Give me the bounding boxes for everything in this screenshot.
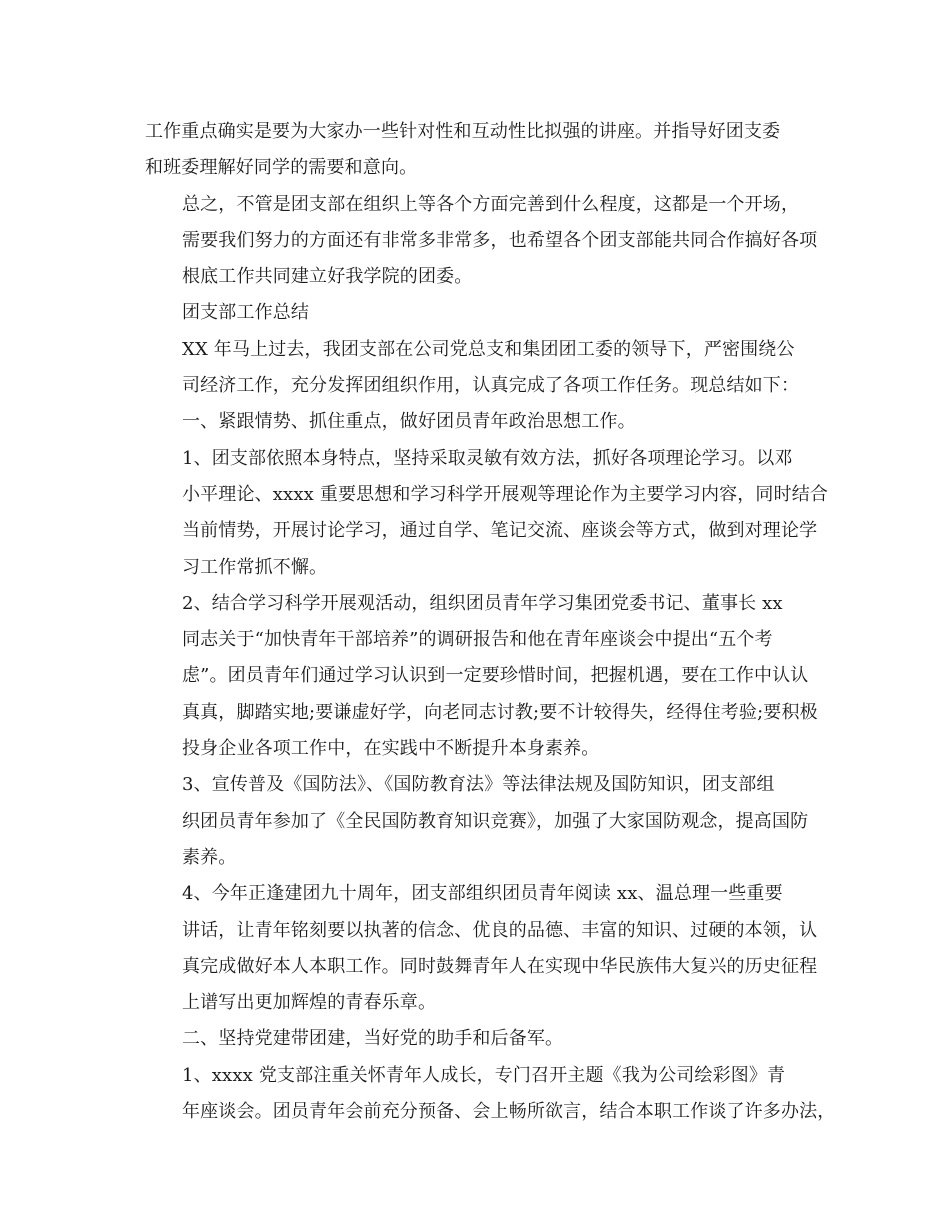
text-line: 3、宣传普及《国防法》、《国防教育法》等法律法规及国防知识，团支部组 (182, 774, 775, 796)
paragraph (145, 1021, 815, 1057)
text-line: 投身企业各项工作中，在实践中不断提升本身素养。 (182, 738, 600, 760)
text-line: 和班委理解好同学的需要和意向。 (145, 157, 418, 179)
paragraph (145, 876, 818, 1021)
text-line: 真真，脚踏实地;要谦虚好学，向老同志讨教;要不计较得失，经得住考验;要积极 (182, 701, 818, 723)
text-line: 1、xxxx 党支部注重关怀青年人成长，专门召开主题《我为公司绘彩图》青 (182, 1064, 786, 1086)
document-body (145, 114, 836, 1130)
text-line: 一、紧跟情势、抓住重点，做好团员青年政治思想工作。 (182, 411, 636, 433)
text-line: 1、团支部依照本身特点，坚持采取灵敏有效方法，抓好各项理论学习。以邓 (182, 447, 793, 469)
text-line: XX 年马上过去，我团支部在公司党总支和集团团工委的领导下，严密围绕公 (182, 338, 795, 360)
text-line: 虑”。团员青年们通过学习认识到一定要珍惜时间，把握机遇，要在工作中认认 (182, 665, 809, 687)
text-line: 讲话，让青年铭刻要以执著的信念、优良的品德、丰富的知识、过硬的本领，认 (182, 919, 818, 941)
text-line: 团支部工作总结 (182, 302, 310, 324)
paragraph (145, 295, 815, 331)
text-line: 当前情势，开展讨论学习，通过自学、笔记交流、座谈会等方式，做到对理论学 (182, 520, 818, 542)
paragraph (145, 404, 815, 440)
text-line: 2、结合学习科学开展观活动，组织团员青年学习集团党委书记、董事长 xx (182, 592, 783, 614)
text-line: 上谱写出更加辉煌的青春乐章。 (182, 992, 437, 1014)
text-line: 小平理论、xxxx 重要思想和学习科学开展观等理论作为主要学习内容，同时结合 (182, 483, 829, 505)
text-line: 4、今年正逢建团九十周年，团支部组织团员青年阅读 xx、温总理一些重要 (182, 883, 783, 905)
text-line: 年座谈会。团员青年会前充分预备、会上畅所欲言，结合本职工作谈了许多办法， (182, 1101, 836, 1123)
paragraph (145, 767, 815, 876)
text-line: 习工作常抓不懈。 (182, 556, 328, 578)
text-line: 同志关于“加快青年干部培养”的调研报告和他在青年座谈会中提出“五个考 (182, 629, 773, 651)
text-line: 司经济工作，充分发挥团组织作用，认真完成了各项工作任务。现总结如下： (182, 375, 800, 397)
paragraph (145, 441, 829, 586)
text-line: 二、坚持党建带团建，当好党的助手和后备军。 (182, 1028, 564, 1050)
text-line: 织团员青年参加了《全民国防教育知识竞赛》，加强了大家国防观念，提高国防 (182, 810, 809, 832)
text-line: 素养。 (182, 846, 237, 868)
text-line: 需要我们努力的方面还有非常多非常多，也希望各个团支部能共同合作搞好各项 (182, 229, 818, 251)
text-line: 真完成做好本人本职工作。同时鼓舞青年人在实现中华民族伟大复兴的历史征程 (182, 955, 818, 977)
paragraph (145, 114, 815, 187)
paragraph (145, 332, 815, 405)
paragraph (145, 187, 818, 296)
text-line: 工作重点确实是要为大家办一些针对性和互动性比拟强的讲座。并指导好团支委 (145, 121, 781, 142)
text-line: 总之，不管是团支部在组织上等各个方面完善到什么程度，这都是一个开场， (182, 193, 800, 215)
paragraph (145, 1058, 836, 1131)
paragraph (145, 586, 818, 767)
text-line: 根底工作共同建立好我学院的团委。 (182, 266, 473, 288)
